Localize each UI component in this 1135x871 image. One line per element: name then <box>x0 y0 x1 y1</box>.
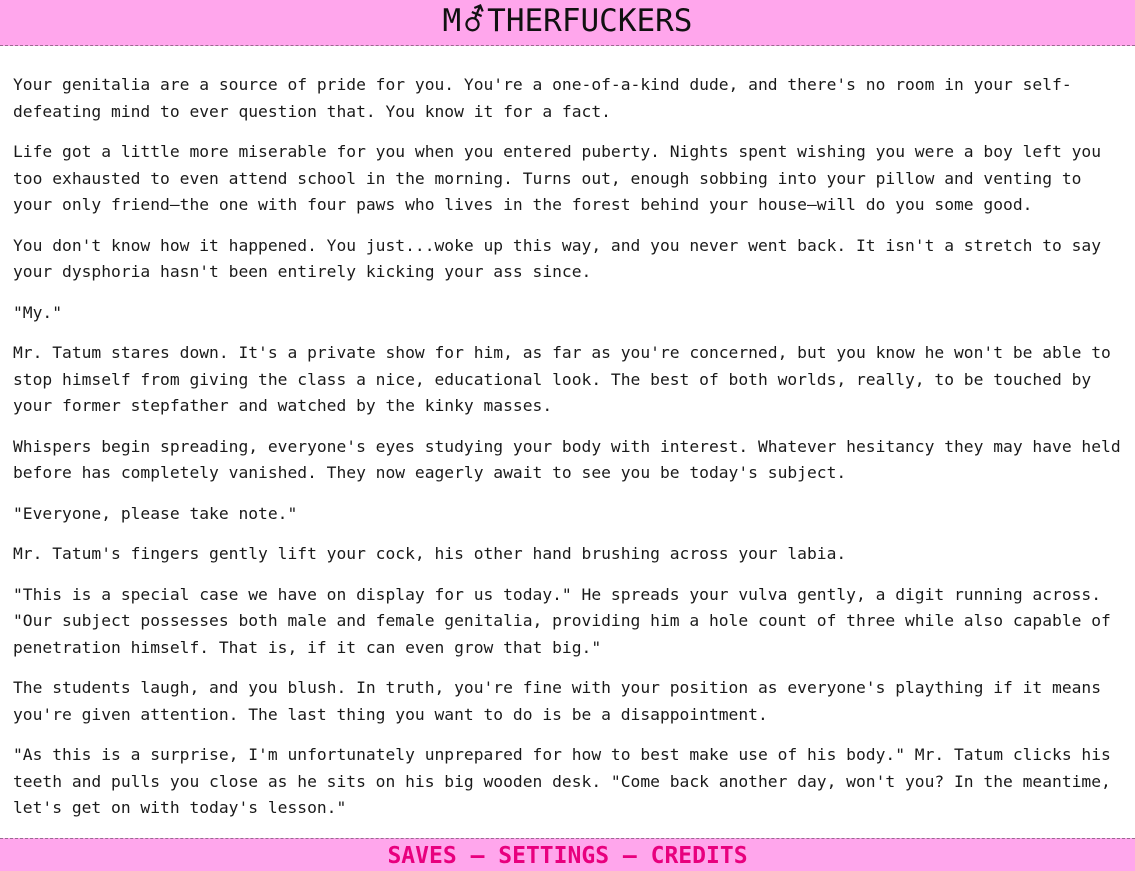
story-line: penetration himself. That is, if it can even grow that big." <box>13 637 602 657</box>
story-paragraph <box>13 742 1128 822</box>
story-line: defeating mind to ever question that. You know it for a fact. <box>13 101 611 121</box>
story-line: before has completely vanished. They now eagerly await to see you be today's subject. <box>13 463 847 482</box>
story-line: "As this is a surprise, I'm unfortunately unprepared for how to best make use of his body." Mr. Tatum clicks his <box>13 745 1111 764</box>
credits-link[interactable]: CREDITS <box>650 843 748 869</box>
header-bar <box>0 0 1135 46</box>
nav-separator: — <box>470 843 499 869</box>
story-paragraph <box>13 501 1128 528</box>
story-line: "Our subject possesses both male and female genitalia, providing him a hole count of three while also capable of <box>13 611 1111 630</box>
story-paragraph <box>13 340 1128 420</box>
story-line: You don't know how it happened. You just...woke up this way, and you never went back. It isn't a stretch to say <box>13 235 1102 255</box>
story-line: Whispers begin spreading, everyone's eyes studying your body with interest. Whatever hesitancy they may have held <box>13 436 1121 456</box>
story-line: your only friend—the one with four paws who lives in the forest behind your house—will do you some good. <box>13 195 1033 214</box>
story-line: too exhausted to even attend school in the morning. Turns out, enough sobbing into your pillow and venting to <box>13 168 1082 188</box>
story-paragraph <box>13 582 1128 662</box>
story-line: your dysphoria hasn't been entirely kicking your ass since. <box>13 262 592 281</box>
story-paragraph <box>13 541 1128 568</box>
story-line: "Everyone, please take note." <box>13 503 298 523</box>
story-line: stop himself from giving the class a nice, educational look. The best of both worlds, really, to be touched by <box>13 369 1092 389</box>
story-paragraph <box>13 139 1128 219</box>
story-text <box>13 72 1128 836</box>
story-paragraph <box>13 434 1128 487</box>
story-line: let's get on with today's lesson." <box>13 798 347 817</box>
story-paragraph <box>13 72 1128 125</box>
story-paragraph <box>13 300 1128 327</box>
story-line: teeth and pulls you close as he sits on his big wooden desk. "Come back another day, won't you? In the meantime, <box>13 771 1111 791</box>
story-line: Mr. Tatum stares down. It's a private show for him, as far as you're concerned, but you know he won't be able to <box>13 343 1111 362</box>
story-line: The students laugh, and you blush. In truth, you're fine with your position as everyone's plaything if it means <box>13 678 1102 697</box>
footer-nav <box>387 842 747 870</box>
saves-link[interactable]: SAVES <box>387 843 457 869</box>
story-line: "My." <box>13 302 63 322</box>
footer-nav-bar <box>0 838 1135 871</box>
story-paragraph <box>13 675 1128 728</box>
story-line: "This is a special case we have on display for us today." He spreads your vulva gently, a digit running across. <box>13 584 1102 604</box>
story-line: your former stepfather and watched by the kinky masses. <box>13 396 553 415</box>
story-line: Life got a little more miserable for you when you entered puberty. Nights spent wishing you were a boy left you <box>13 142 1102 161</box>
nav-separator: — <box>622 843 651 869</box>
story-line: you're given attention. The last thing you want to do is be a disappointment. <box>13 704 768 724</box>
page-title: M⚦THERFUCKERS <box>442 3 693 39</box>
settings-link[interactable]: SETTINGS <box>498 843 610 869</box>
story-line: Mr. Tatum's fingers gently lift your cock, his other hand brushing across your labia. <box>13 544 847 563</box>
story-line: Your genitalia are a source of pride for you. You're a one-of-a-kind dude, and there's no room in your self- <box>13 75 1072 94</box>
story-paragraph <box>13 233 1128 286</box>
